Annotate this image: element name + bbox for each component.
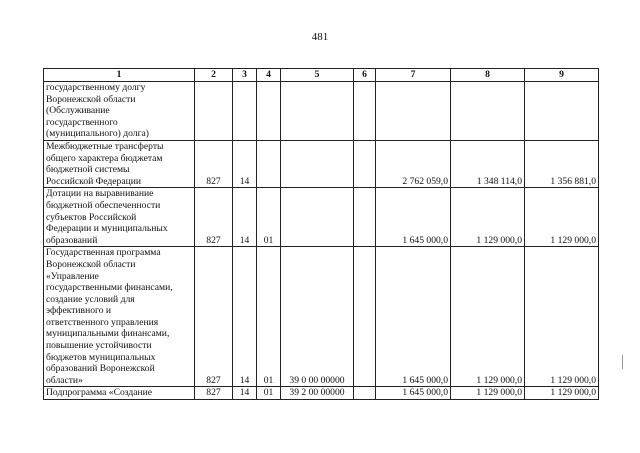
table-row xyxy=(44,247,599,387)
amount-cell xyxy=(525,82,599,141)
amount-cell: 1 645 000,0 xyxy=(376,247,451,387)
row-name-line: эффективного и xyxy=(46,305,112,317)
column-header: 9 xyxy=(525,69,599,82)
row-name-line: Дотации на выравнивание xyxy=(46,188,154,200)
margin-mark xyxy=(622,355,623,369)
column-header: 3 xyxy=(233,69,257,82)
column-header: 7 xyxy=(376,69,451,82)
column-header: 6 xyxy=(354,69,376,82)
row-name-line: «Управление xyxy=(46,270,99,282)
row-name-line: Российской Федерации xyxy=(46,175,141,187)
row-name-line: Воронежской области xyxy=(46,258,136,270)
target-article-cell xyxy=(281,188,354,247)
table-row xyxy=(44,188,599,247)
row-name-cell xyxy=(44,387,195,400)
admin-code-cell: 827 xyxy=(195,247,233,387)
target-article-cell: 39 0 00 00000 xyxy=(281,247,354,387)
row-name-cell xyxy=(44,247,195,387)
amount-cell: 1 356 881,0 xyxy=(525,140,599,187)
row-name-cell xyxy=(44,140,195,187)
table-row xyxy=(44,387,599,400)
admin-code-cell: 827 xyxy=(195,140,233,187)
row-name-line: Подпрограмма «Создание xyxy=(46,387,153,399)
row-name-line: области» xyxy=(46,374,83,386)
row-name-line: образований Воронежской xyxy=(46,363,155,375)
subsection-code-cell xyxy=(257,82,281,141)
budget-table xyxy=(43,68,599,400)
row-name-cell xyxy=(44,82,195,141)
section-code-cell: 14 xyxy=(233,188,257,247)
section-code-cell: 14 xyxy=(233,387,257,400)
amount-cell: 1 129 000,0 xyxy=(451,247,525,387)
amount-cell: 1 129 000,0 xyxy=(525,188,599,247)
column-header: 4 xyxy=(257,69,281,82)
header-row xyxy=(44,69,599,82)
amount-cell: 2 762 059,0 xyxy=(376,140,451,187)
row-name-line: субъектов Российской xyxy=(46,211,137,223)
expense-type-cell xyxy=(354,140,376,187)
amount-cell: 1 129 000,0 xyxy=(525,247,599,387)
row-name-line: бюджетной системы xyxy=(46,164,130,176)
column-header: 5 xyxy=(281,69,354,82)
row-name-line: повышение устойчивости xyxy=(46,340,152,352)
admin-code-cell xyxy=(195,82,233,141)
row-name-line: Федерации и муниципальных xyxy=(46,223,168,235)
amount-cell: 1 129 000,0 xyxy=(525,387,599,400)
amount-cell xyxy=(451,82,525,141)
page-number: 481 xyxy=(311,31,329,43)
column-header: 1 xyxy=(44,69,195,82)
row-name-line: Межбюджетные трансферты xyxy=(46,140,164,152)
subsection-code-cell: 01 xyxy=(257,387,281,400)
row-name-line: (муниципального) долга) xyxy=(46,128,149,140)
section-code-cell xyxy=(233,82,257,141)
row-name-line: бюджетов муниципальных xyxy=(46,351,156,363)
admin-code-cell: 827 xyxy=(195,387,233,400)
amount-cell xyxy=(376,82,451,141)
row-name-line: ответственного управления xyxy=(46,316,159,328)
column-header: 2 xyxy=(195,69,233,82)
expense-type-cell xyxy=(354,188,376,247)
expense-type-cell xyxy=(354,247,376,387)
subsection-code-cell xyxy=(257,140,281,187)
column-header: 8 xyxy=(451,69,525,82)
amount-cell: 1 129 000,0 xyxy=(451,387,525,400)
row-name-line: создание условий для xyxy=(46,293,135,305)
row-name-line: Государственная программа xyxy=(46,247,161,259)
amount-cell: 1 348 114,0 xyxy=(451,140,525,187)
row-name-line: государственными финансами, xyxy=(46,282,173,294)
row-name-line: Воронежской области xyxy=(46,93,136,105)
row-name-line: муниципальными финансами, xyxy=(46,328,170,340)
row-name-line: образований xyxy=(46,234,98,246)
subsection-code-cell: 01 xyxy=(257,188,281,247)
row-name-line: общего характера бюджетам xyxy=(46,152,163,164)
row-name-cell xyxy=(44,188,195,247)
row-name-line: государственному долгу xyxy=(46,82,146,93)
section-code-cell: 14 xyxy=(233,247,257,387)
section-code-cell: 14 xyxy=(233,140,257,187)
table-row xyxy=(44,82,599,141)
row-name-line: (Обслуживание xyxy=(46,105,110,117)
amount-cell: 1 645 000,0 xyxy=(376,387,451,400)
amount-cell: 1 645 000,0 xyxy=(376,188,451,247)
amount-cell: 1 129 000,0 xyxy=(451,188,525,247)
table-row xyxy=(44,140,599,187)
target-article-cell xyxy=(281,82,354,141)
target-article-cell: 39 2 00 00000 xyxy=(281,387,354,400)
row-name-line: государственного xyxy=(46,116,118,128)
expense-type-cell xyxy=(354,82,376,141)
target-article-cell xyxy=(281,140,354,187)
subsection-code-cell: 01 xyxy=(257,247,281,387)
expense-type-cell xyxy=(354,387,376,400)
row-name-line: бюджетной обеспеченности xyxy=(46,199,161,211)
admin-code-cell: 827 xyxy=(195,188,233,247)
